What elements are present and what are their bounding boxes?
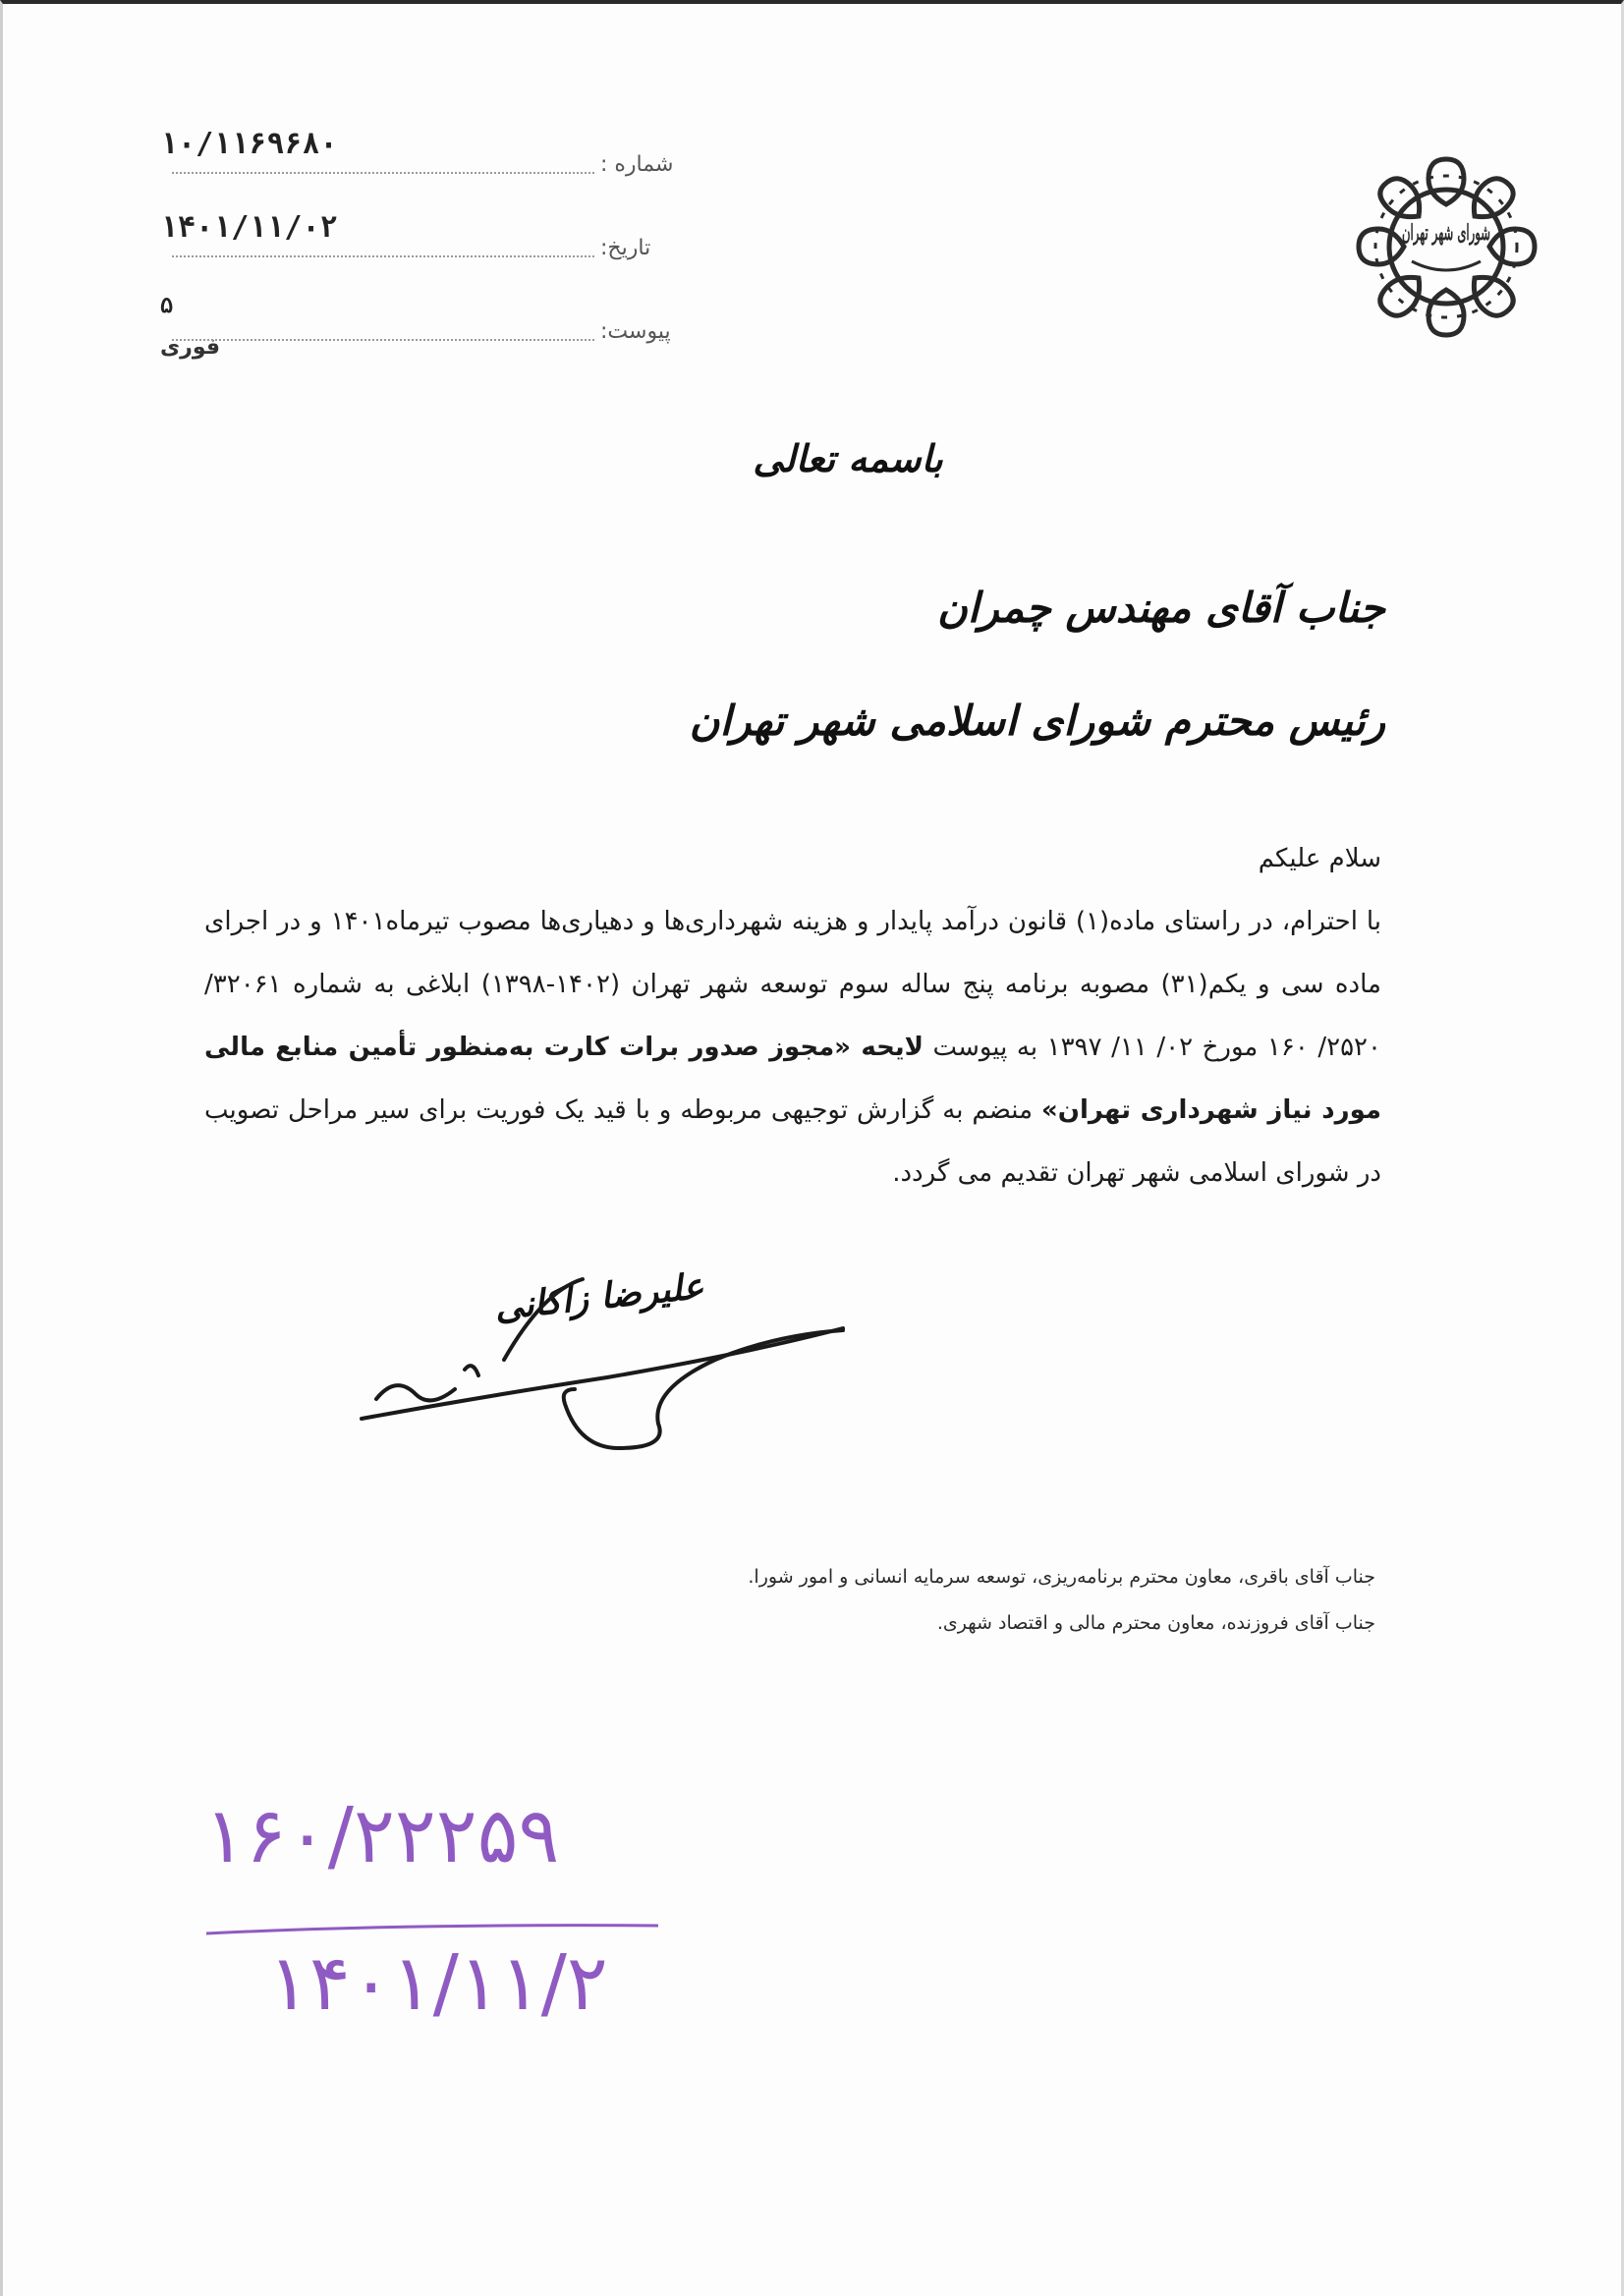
handwritten-underline (204, 1920, 661, 1939)
body-bold-bill: لایحه «مجوز صدور برات کارت به‌منظور تأمین منابع مالی مورد نیاز شهرداری تهران» (204, 1033, 1381, 1125)
signatory-name: علیرضا زاکانی (492, 1264, 706, 1329)
date-field (160, 210, 651, 279)
date-underline (172, 255, 594, 257)
council-emblem-icon (1341, 141, 1552, 353)
signature-scribble-icon (357, 1252, 848, 1458)
date-value: ۱۴۰۱/۱۱/۰۲ (160, 210, 338, 245)
handwritten-registration-number: ۱۶۰/۲۲۲۵۹ (204, 1792, 560, 1880)
greeting: سلام علیکم (1258, 844, 1381, 873)
number-value: ۱۰/۱۱۶۹۶۸۰ (160, 127, 338, 161)
number-underline (172, 172, 594, 174)
attachment-underline (172, 339, 594, 341)
number-label: شماره : (600, 152, 674, 177)
number-field (160, 127, 674, 196)
logo-text: شورای شهر تهران (1402, 220, 1490, 246)
addressee-title: رئیس محترم شورای اسلامی شهر تهران (689, 697, 1385, 745)
body-part1: با احترام، در راستای ماده(۱) قانون درآمد پایدار و هزینه شهرداری‌ها و دهیاری‌ها مصوب تیرماه۱۴۰۱ و در اجرای ماده سی و یکم(۳۱) مصوبه برنامه پنج ساله سوم توسعه شهر تهران (۱۴۰۲-۱۳۹۸) ابلاغی به شماره ۳۲۰۶۱/ ۲۵۲۰/ ۱۶۰ مورخ ۰۲/ ۱۱/ ۱۳۹۷ به پیوست (204, 907, 1381, 1062)
priority-label: فوری (160, 335, 221, 360)
letter-body (204, 827, 1381, 1204)
date-label: تاریخ: (600, 236, 651, 260)
cc-line-1: جناب آقای باقری، معاون محترم برنامه‌ریزی، توسعه سرمایه انسانی و امور شورا. (748, 1566, 1375, 1588)
attachment-field (160, 294, 671, 363)
handwritten-registration-date: ۱۴۰۱/۱۱/۲ (268, 1939, 608, 2028)
cc-line-2: جناب آقای فروزنده، معاون محترم مالی و اقتصاد شهری. (936, 1612, 1375, 1634)
body-part2: منضم به گزارش توجیهی مربوطه و با قید یک فوریت برای سیر مراحل تصویب در شورای اسلامی شهر تهران تقدیم می گردد. (204, 1095, 1381, 1188)
attachment-label: پیوست: (600, 319, 671, 344)
bismillah-heading: باسمه تعالی (753, 436, 943, 480)
addressee-name: جناب آقای مهندس چمران (936, 584, 1385, 632)
attachment-value: ۵ (160, 294, 174, 318)
tehran-council-logo (1341, 141, 1552, 353)
